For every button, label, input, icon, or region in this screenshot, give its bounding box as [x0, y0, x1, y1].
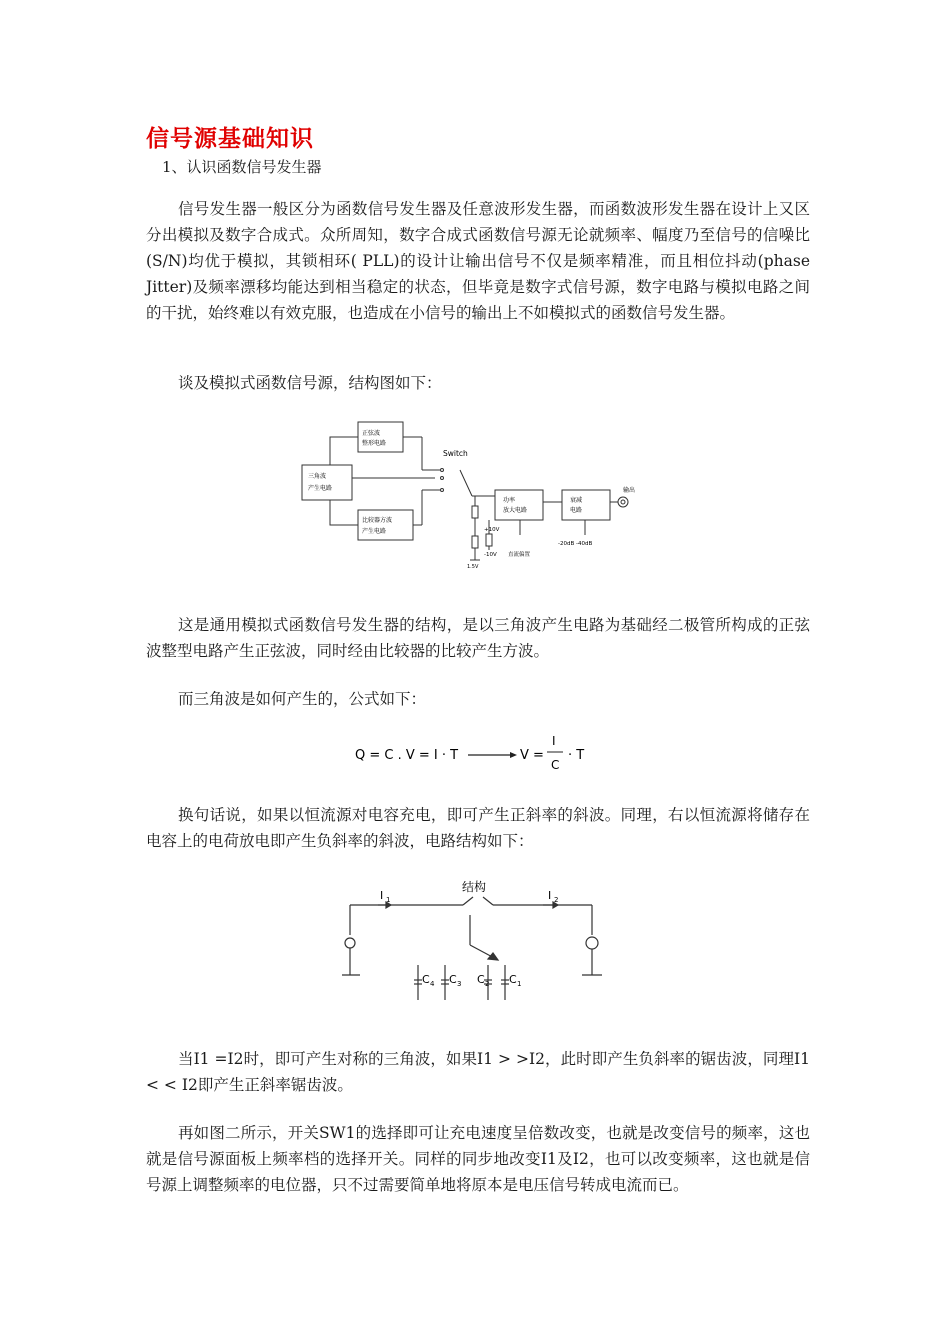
power-amplifier-block — [495, 490, 543, 520]
paragraph-structure-desc: 这是通用模拟式函数信号发生器的结构，是以三角波产生电路为基础经二极管所构成的正弦波整型电路产生正弦波，同时经由比较器的比较产生方波。 — [146, 616, 810, 660]
capacitor-c2-label: C — [477, 973, 485, 986]
attenuation-values: -20dB -40dB — [558, 541, 593, 547]
current-i2-label: I — [548, 889, 552, 902]
capacitor-c1-label: C — [509, 973, 517, 986]
triangle-generator-block — [302, 465, 352, 500]
document-title: 信号源基础知识 — [146, 126, 314, 152]
sine-shaper-block — [358, 422, 403, 452]
comparator-label-2: 产生电路 — [362, 528, 387, 535]
minus-10v-label: -10V — [484, 552, 497, 558]
comparator-label-1: 比较器方波 — [362, 517, 393, 524]
capacitor-c3-label: C — [449, 973, 457, 986]
triangle-wave-formula — [350, 730, 600, 780]
formula-denominator: C — [551, 758, 560, 772]
triangle-block-label-2: 产生电路 — [308, 485, 333, 492]
function-generator-block-diagram — [300, 410, 650, 580]
paragraph-ramp-desc: 换句话说，如果以恒流源对电容充电，即可产生正斜率的斜波。同理，右以恒流源将储存在电容上的电荷放电即产生负斜率的斜波，电路结构如下： — [146, 806, 810, 850]
dc-offset-label: 直流偏置 — [508, 552, 531, 558]
attenuator-block — [562, 490, 610, 520]
output-label: 输出 — [623, 487, 636, 494]
formula-left: Q = C . V = I · T — [355, 748, 459, 763]
atten-label-2: 电路 — [570, 507, 583, 514]
capacitor-c2-subscript: 2 — [485, 980, 490, 988]
comparator-block — [358, 510, 413, 540]
atten-label-1: 衰减 — [570, 497, 583, 504]
capacitor-c4-subscript: 4 — [430, 980, 435, 988]
sine-block-label-2: 整形电路 — [362, 440, 387, 447]
formula-numerator: I — [552, 734, 556, 748]
paragraph-formula-intro: 而三角波是如何产生的，公式如下： — [178, 690, 427, 708]
plus-10v-label: +10V — [484, 527, 500, 533]
triangle-block-label-1: 三角波 — [308, 473, 327, 480]
paragraph-frequency-switch: 再如图二所示，开关SW1的选择即可让充电速度呈倍数改变，也就是改变信号的频率，这也就是信号源面板上频率档的选择开关。同样的同步地改变I1及I2，也可以改变频率，这也就是信号源上调整频率的电位器，只不过需要简单地将原本是电压信号转成电流而已。 — [146, 1124, 810, 1194]
current-source-circuit-diagram — [338, 875, 618, 1010]
ground-label: 1.5V — [467, 564, 479, 570]
circuit-title: 结构 — [462, 880, 487, 894]
capacitor-c1-subscript: 1 — [517, 980, 522, 988]
capacitor-c3-subscript: 3 — [457, 980, 462, 988]
paragraph-intro: 信号发生器一般区分为函数信号发生器及任意波形发生器，而函数波形发生器在设计上又区分出模拟及数字合成式。众所周知，数字合成式函数信号源无论就频率、幅度乃至信号的信噪比(S/N)均优于模拟，其锁相环( PLL)的设计让输出信号不仅是频率精准，而且相位抖动(phase Jitter)及频率漂移均能达到相当稳定的状态，但毕竟是数字式信号源，数字电路与模拟电路之间的干扰，始终难以有效克服，也造成在小信号的输出上不如模拟式的函数信号发生器。 — [146, 200, 810, 322]
current-i1-label: I — [380, 889, 384, 902]
formula-v: V = — [520, 748, 544, 763]
switch-label: Switch — [443, 449, 468, 458]
capacitor-c4-label: C — [422, 973, 430, 986]
sine-block-label-1: 正弦波 — [362, 430, 381, 437]
paragraph-structure-intro: 谈及模拟式函数信号源，结构图如下： — [178, 374, 442, 392]
paragraph-sawtooth: 当I1 =I2时，即可产生对称的三角波，如果I1 > >I2，此时即产生负斜率的锯齿波，同理I1 < < I2即产生正斜率锯齿波。 — [146, 1050, 810, 1094]
section-heading: 1、认识函数信号发生器 — [162, 158, 322, 176]
current-i2-subscript: 2 — [554, 896, 559, 904]
formula-tail: · T — [568, 748, 585, 763]
amp-label-2: 放大电路 — [503, 507, 528, 514]
current-i1-subscript: 1 — [386, 896, 391, 904]
amp-label-1: 功率 — [503, 497, 516, 504]
